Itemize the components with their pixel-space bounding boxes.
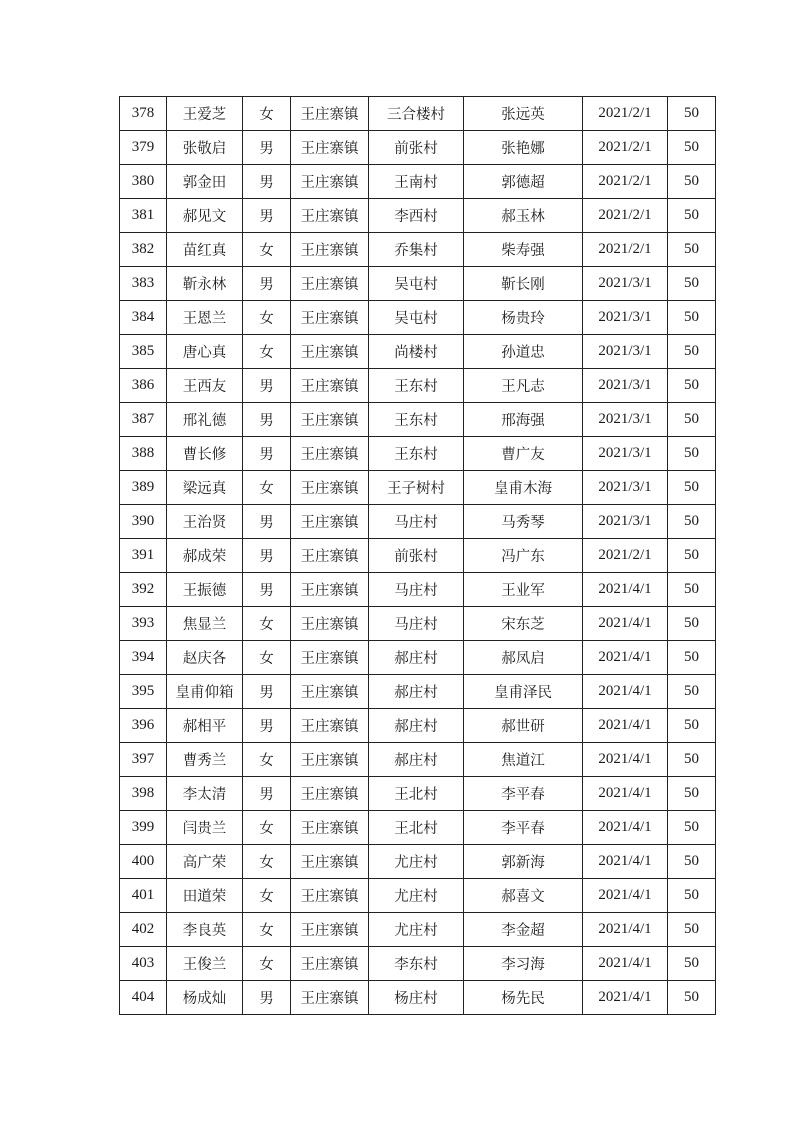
name-cell: 张敬启 — [167, 131, 243, 165]
contact-cell: 王凡志 — [464, 369, 583, 403]
contact-cell: 柴寿强 — [464, 233, 583, 267]
village-cell: 王子树村 — [369, 471, 464, 505]
gender-cell: 男 — [243, 539, 291, 573]
gender-cell: 男 — [243, 199, 291, 233]
date-cell: 2021/2/1 — [583, 199, 668, 233]
serial-number-cell: 379 — [120, 131, 167, 165]
name-cell: 唐心真 — [167, 335, 243, 369]
contact-cell: 靳长刚 — [464, 267, 583, 301]
amount-cell: 50 — [668, 471, 716, 505]
amount-cell: 50 — [668, 335, 716, 369]
date-cell: 2021/3/1 — [583, 505, 668, 539]
serial-number-cell: 393 — [120, 607, 167, 641]
town-cell: 王庄寨镇 — [291, 573, 369, 607]
record-table-container — [119, 96, 716, 1015]
table-row — [120, 471, 716, 505]
contact-cell: 张远英 — [464, 97, 583, 131]
table-row — [120, 573, 716, 607]
amount-cell: 50 — [668, 811, 716, 845]
gender-cell: 男 — [243, 369, 291, 403]
date-cell: 2021/3/1 — [583, 301, 668, 335]
serial-number-cell: 381 — [120, 199, 167, 233]
amount-cell: 50 — [668, 369, 716, 403]
town-cell: 王庄寨镇 — [291, 981, 369, 1015]
amount-cell: 50 — [668, 743, 716, 777]
name-cell: 李太清 — [167, 777, 243, 811]
record-table-body — [120, 97, 716, 1015]
serial-number-cell: 397 — [120, 743, 167, 777]
name-cell: 郝成荣 — [167, 539, 243, 573]
name-cell: 王恩兰 — [167, 301, 243, 335]
name-cell: 赵庆各 — [167, 641, 243, 675]
date-cell: 2021/2/1 — [583, 165, 668, 199]
town-cell: 王庄寨镇 — [291, 879, 369, 913]
amount-cell: 50 — [668, 505, 716, 539]
gender-cell: 女 — [243, 811, 291, 845]
village-cell: 王东村 — [369, 437, 464, 471]
gender-cell: 男 — [243, 165, 291, 199]
amount-cell: 50 — [668, 403, 716, 437]
table-row — [120, 539, 716, 573]
gender-cell: 女 — [243, 301, 291, 335]
town-cell: 王庄寨镇 — [291, 913, 369, 947]
amount-cell: 50 — [668, 879, 716, 913]
village-cell: 尤庄村 — [369, 913, 464, 947]
town-cell: 王庄寨镇 — [291, 675, 369, 709]
serial-number-cell: 403 — [120, 947, 167, 981]
date-cell: 2021/4/1 — [583, 845, 668, 879]
amount-cell: 50 — [668, 607, 716, 641]
table-row — [120, 675, 716, 709]
table-row — [120, 267, 716, 301]
gender-cell: 女 — [243, 743, 291, 777]
table-row — [120, 641, 716, 675]
name-cell: 李良英 — [167, 913, 243, 947]
contact-cell: 李金超 — [464, 913, 583, 947]
contact-cell: 李平春 — [464, 777, 583, 811]
village-cell: 尤庄村 — [369, 845, 464, 879]
table-row — [120, 913, 716, 947]
gender-cell: 女 — [243, 913, 291, 947]
village-cell: 郝庄村 — [369, 743, 464, 777]
serial-number-cell: 395 — [120, 675, 167, 709]
date-cell: 2021/3/1 — [583, 437, 668, 471]
contact-cell: 王业军 — [464, 573, 583, 607]
date-cell: 2021/3/1 — [583, 335, 668, 369]
table-row — [120, 199, 716, 233]
date-cell: 2021/4/1 — [583, 641, 668, 675]
name-cell: 王振德 — [167, 573, 243, 607]
serial-number-cell: 390 — [120, 505, 167, 539]
contact-cell: 张艳娜 — [464, 131, 583, 165]
contact-cell: 李平春 — [464, 811, 583, 845]
amount-cell: 50 — [668, 539, 716, 573]
name-cell: 曹长修 — [167, 437, 243, 471]
contact-cell: 孙道忠 — [464, 335, 583, 369]
contact-cell: 杨先民 — [464, 981, 583, 1015]
table-row — [120, 607, 716, 641]
amount-cell: 50 — [668, 675, 716, 709]
contact-cell: 郝世研 — [464, 709, 583, 743]
village-cell: 乔集村 — [369, 233, 464, 267]
date-cell: 2021/3/1 — [583, 403, 668, 437]
town-cell: 王庄寨镇 — [291, 97, 369, 131]
town-cell: 王庄寨镇 — [291, 301, 369, 335]
table-row — [120, 505, 716, 539]
table-row — [120, 437, 716, 471]
contact-cell: 郭新海 — [464, 845, 583, 879]
gender-cell: 男 — [243, 573, 291, 607]
village-cell: 王北村 — [369, 811, 464, 845]
gender-cell: 女 — [243, 471, 291, 505]
amount-cell: 50 — [668, 233, 716, 267]
gender-cell: 女 — [243, 845, 291, 879]
name-cell: 郝相平 — [167, 709, 243, 743]
village-cell: 王东村 — [369, 369, 464, 403]
serial-number-cell: 402 — [120, 913, 167, 947]
name-cell: 王俊兰 — [167, 947, 243, 981]
contact-cell: 郭德超 — [464, 165, 583, 199]
gender-cell: 男 — [243, 403, 291, 437]
contact-cell: 邢海强 — [464, 403, 583, 437]
table-row — [120, 845, 716, 879]
name-cell: 郭金田 — [167, 165, 243, 199]
gender-cell: 男 — [243, 981, 291, 1015]
date-cell: 2021/2/1 — [583, 97, 668, 131]
serial-number-cell: 398 — [120, 777, 167, 811]
town-cell: 王庄寨镇 — [291, 811, 369, 845]
name-cell: 邢礼德 — [167, 403, 243, 437]
table-row — [120, 165, 716, 199]
table-row — [120, 335, 716, 369]
amount-cell: 50 — [668, 199, 716, 233]
contact-cell: 郝喜文 — [464, 879, 583, 913]
name-cell: 高广荣 — [167, 845, 243, 879]
amount-cell: 50 — [668, 437, 716, 471]
serial-number-cell: 396 — [120, 709, 167, 743]
amount-cell: 50 — [668, 573, 716, 607]
contact-cell: 宋东芝 — [464, 607, 583, 641]
name-cell: 王治贤 — [167, 505, 243, 539]
date-cell: 2021/4/1 — [583, 777, 668, 811]
gender-cell: 女 — [243, 607, 291, 641]
date-cell: 2021/3/1 — [583, 267, 668, 301]
contact-cell: 李习海 — [464, 947, 583, 981]
amount-cell: 50 — [668, 913, 716, 947]
table-row — [120, 743, 716, 777]
village-cell: 郝庄村 — [369, 675, 464, 709]
table-row — [120, 97, 716, 131]
village-cell: 王东村 — [369, 403, 464, 437]
date-cell: 2021/4/1 — [583, 811, 668, 845]
serial-number-cell: 385 — [120, 335, 167, 369]
amount-cell: 50 — [668, 131, 716, 165]
amount-cell: 50 — [668, 97, 716, 131]
village-cell: 尤庄村 — [369, 879, 464, 913]
contact-cell: 郝玉林 — [464, 199, 583, 233]
date-cell: 2021/4/1 — [583, 709, 668, 743]
contact-cell: 杨贵玲 — [464, 301, 583, 335]
town-cell: 王庄寨镇 — [291, 403, 369, 437]
date-cell: 2021/2/1 — [583, 233, 668, 267]
serial-number-cell: 382 — [120, 233, 167, 267]
date-cell: 2021/4/1 — [583, 913, 668, 947]
date-cell: 2021/4/1 — [583, 743, 668, 777]
town-cell: 王庄寨镇 — [291, 947, 369, 981]
date-cell: 2021/2/1 — [583, 131, 668, 165]
town-cell: 王庄寨镇 — [291, 471, 369, 505]
town-cell: 王庄寨镇 — [291, 437, 369, 471]
date-cell: 2021/4/1 — [583, 947, 668, 981]
town-cell: 王庄寨镇 — [291, 335, 369, 369]
name-cell: 闫贵兰 — [167, 811, 243, 845]
town-cell: 王庄寨镇 — [291, 165, 369, 199]
amount-cell: 50 — [668, 267, 716, 301]
date-cell: 2021/2/1 — [583, 539, 668, 573]
village-cell: 杨庄村 — [369, 981, 464, 1015]
town-cell: 王庄寨镇 — [291, 505, 369, 539]
serial-number-cell: 378 — [120, 97, 167, 131]
serial-number-cell: 399 — [120, 811, 167, 845]
contact-cell: 焦道江 — [464, 743, 583, 777]
town-cell: 王庄寨镇 — [291, 199, 369, 233]
town-cell: 王庄寨镇 — [291, 641, 369, 675]
contact-cell: 曹广友 — [464, 437, 583, 471]
gender-cell: 女 — [243, 97, 291, 131]
gender-cell: 男 — [243, 267, 291, 301]
gender-cell: 男 — [243, 709, 291, 743]
table-row — [120, 811, 716, 845]
serial-number-cell: 400 — [120, 845, 167, 879]
amount-cell: 50 — [668, 165, 716, 199]
table-row — [120, 981, 716, 1015]
date-cell: 2021/3/1 — [583, 471, 668, 505]
village-cell: 前张村 — [369, 131, 464, 165]
contact-cell: 皇甫木海 — [464, 471, 583, 505]
amount-cell: 50 — [668, 777, 716, 811]
village-cell: 王北村 — [369, 777, 464, 811]
town-cell: 王庄寨镇 — [291, 267, 369, 301]
amount-cell: 50 — [668, 981, 716, 1015]
village-cell: 郝庄村 — [369, 709, 464, 743]
name-cell: 王爱芝 — [167, 97, 243, 131]
table-row — [120, 233, 716, 267]
town-cell: 王庄寨镇 — [291, 777, 369, 811]
village-cell: 马庄村 — [369, 607, 464, 641]
serial-number-cell: 384 — [120, 301, 167, 335]
name-cell: 杨成灿 — [167, 981, 243, 1015]
table-row — [120, 879, 716, 913]
town-cell: 王庄寨镇 — [291, 845, 369, 879]
table-row — [120, 403, 716, 437]
village-cell: 吴屯村 — [369, 301, 464, 335]
town-cell: 王庄寨镇 — [291, 233, 369, 267]
name-cell: 田道荣 — [167, 879, 243, 913]
date-cell: 2021/4/1 — [583, 573, 668, 607]
amount-cell: 50 — [668, 709, 716, 743]
town-cell: 王庄寨镇 — [291, 743, 369, 777]
amount-cell: 50 — [668, 301, 716, 335]
serial-number-cell: 387 — [120, 403, 167, 437]
town-cell: 王庄寨镇 — [291, 607, 369, 641]
date-cell: 2021/4/1 — [583, 981, 668, 1015]
table-row — [120, 131, 716, 165]
date-cell: 2021/3/1 — [583, 369, 668, 403]
gender-cell: 女 — [243, 335, 291, 369]
gender-cell: 男 — [243, 777, 291, 811]
table-row — [120, 709, 716, 743]
serial-number-cell: 389 — [120, 471, 167, 505]
village-cell: 吴屯村 — [369, 267, 464, 301]
village-cell: 尚楼村 — [369, 335, 464, 369]
serial-number-cell: 383 — [120, 267, 167, 301]
town-cell: 王庄寨镇 — [291, 539, 369, 573]
table-row — [120, 301, 716, 335]
serial-number-cell: 380 — [120, 165, 167, 199]
record-table — [119, 96, 716, 1015]
name-cell: 皇甫仰箱 — [167, 675, 243, 709]
gender-cell: 男 — [243, 131, 291, 165]
serial-number-cell: 394 — [120, 641, 167, 675]
gender-cell: 男 — [243, 675, 291, 709]
serial-number-cell: 401 — [120, 879, 167, 913]
name-cell: 靳永林 — [167, 267, 243, 301]
serial-number-cell: 388 — [120, 437, 167, 471]
serial-number-cell: 391 — [120, 539, 167, 573]
name-cell: 苗红真 — [167, 233, 243, 267]
village-cell: 李东村 — [369, 947, 464, 981]
contact-cell: 皇甫泽民 — [464, 675, 583, 709]
contact-cell: 冯广东 — [464, 539, 583, 573]
village-cell: 马庄村 — [369, 573, 464, 607]
village-cell: 前张村 — [369, 539, 464, 573]
town-cell: 王庄寨镇 — [291, 369, 369, 403]
serial-number-cell: 386 — [120, 369, 167, 403]
amount-cell: 50 — [668, 845, 716, 879]
amount-cell: 50 — [668, 947, 716, 981]
name-cell: 梁远真 — [167, 471, 243, 505]
gender-cell: 女 — [243, 233, 291, 267]
village-cell: 王南村 — [369, 165, 464, 199]
gender-cell: 女 — [243, 947, 291, 981]
date-cell: 2021/4/1 — [583, 879, 668, 913]
serial-number-cell: 392 — [120, 573, 167, 607]
name-cell: 曹秀兰 — [167, 743, 243, 777]
village-cell: 马庄村 — [369, 505, 464, 539]
serial-number-cell: 404 — [120, 981, 167, 1015]
town-cell: 王庄寨镇 — [291, 709, 369, 743]
table-row — [120, 369, 716, 403]
name-cell: 王西友 — [167, 369, 243, 403]
gender-cell: 男 — [243, 437, 291, 471]
village-cell: 郝庄村 — [369, 641, 464, 675]
name-cell: 郝见文 — [167, 199, 243, 233]
village-cell: 李西村 — [369, 199, 464, 233]
date-cell: 2021/4/1 — [583, 607, 668, 641]
gender-cell: 女 — [243, 641, 291, 675]
table-row — [120, 777, 716, 811]
table-row — [120, 947, 716, 981]
amount-cell: 50 — [668, 641, 716, 675]
gender-cell: 男 — [243, 505, 291, 539]
name-cell: 焦显兰 — [167, 607, 243, 641]
contact-cell: 马秀琴 — [464, 505, 583, 539]
contact-cell: 郝凤启 — [464, 641, 583, 675]
date-cell: 2021/4/1 — [583, 675, 668, 709]
gender-cell: 女 — [243, 879, 291, 913]
town-cell: 王庄寨镇 — [291, 131, 369, 165]
village-cell: 三合楼村 — [369, 97, 464, 131]
